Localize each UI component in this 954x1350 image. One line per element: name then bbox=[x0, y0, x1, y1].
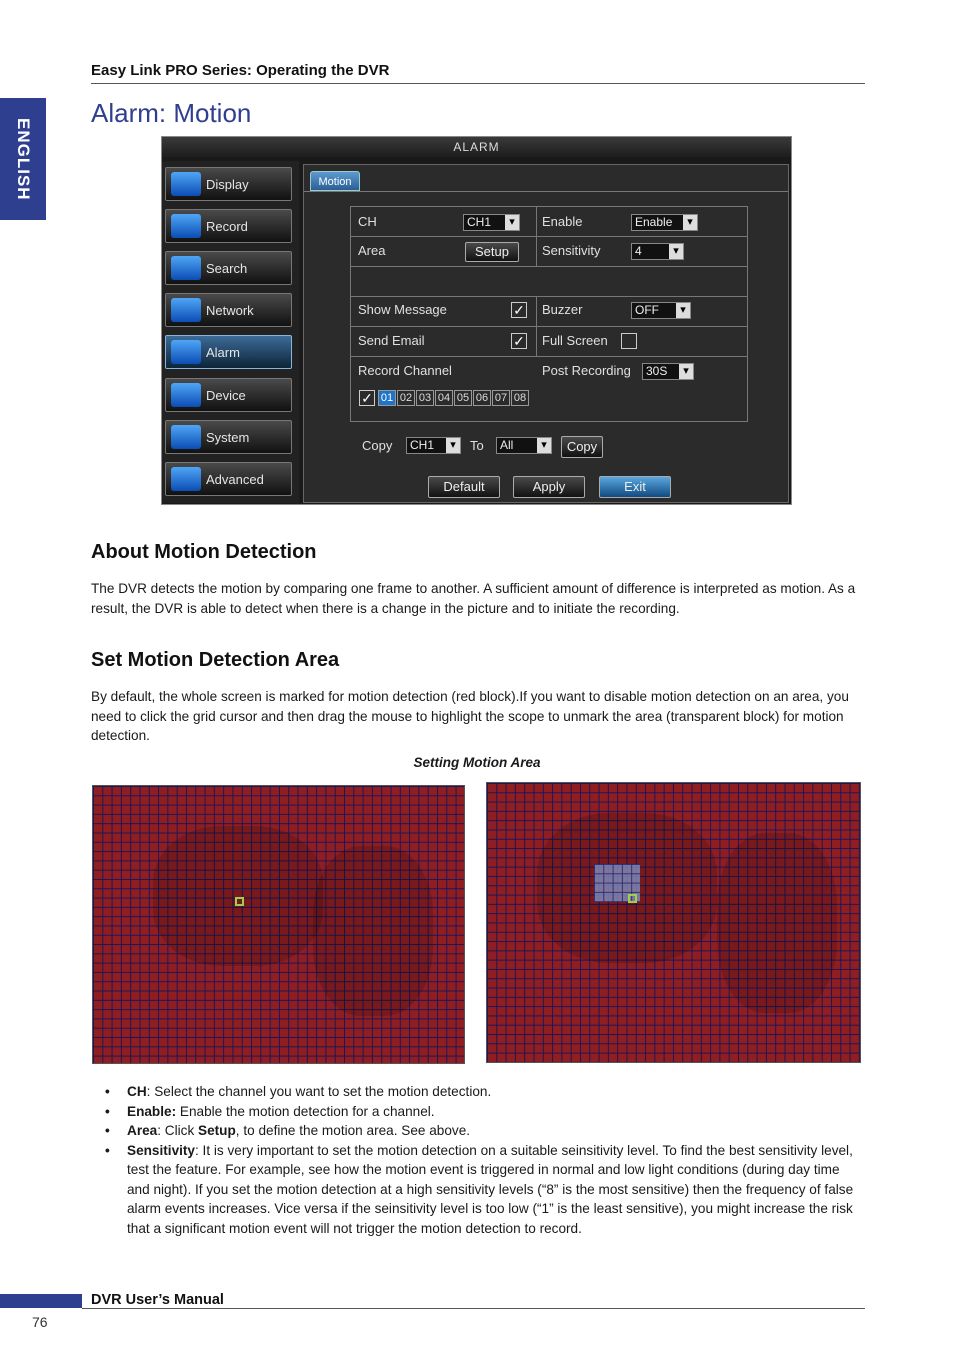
menu-label: Search bbox=[206, 261, 248, 276]
channel-04[interactable]: 04 bbox=[435, 390, 453, 406]
list-item bbox=[105, 1121, 865, 1141]
apply-button[interactable]: Apply bbox=[513, 476, 585, 498]
menu-label: Display bbox=[206, 177, 249, 192]
header-divider bbox=[91, 83, 865, 84]
setup-button[interactable]: Setup bbox=[465, 242, 519, 262]
copy-button[interactable]: Copy bbox=[561, 436, 603, 458]
channel-02[interactable]: 02 bbox=[397, 390, 415, 406]
monitor-icon bbox=[171, 172, 201, 196]
menu-alarm-button[interactable] bbox=[165, 335, 292, 369]
list-item bbox=[105, 1141, 865, 1239]
figure-caption: Setting Motion Area bbox=[413, 755, 541, 770]
footer-title: DVR User’s Manual bbox=[91, 1292, 224, 1308]
menu-record-button[interactable] bbox=[165, 209, 292, 243]
form-divider bbox=[536, 296, 537, 356]
list-item bbox=[105, 1102, 865, 1122]
language-side-tab bbox=[0, 98, 46, 220]
scene-shadow bbox=[153, 826, 323, 966]
bullet-text: : It is very important to set the motion detection on a suitable seinsitivity level. To find the best sensitivity level, test the feature. For example, see how the motion event is triggered in normal and low light conditions (during day time and night). If you set the motion detection at a high sensitivity levels (“8” is the most sensitive) then the frequency of false alarm events increases. Vice versa if the seinsitivity level is too low (“1” is the least sensitive), you might increase the risk that a significant motion event will not trigger the motion detection to record. bbox=[127, 1142, 854, 1236]
set-area-heading: Set Motion Detection Area bbox=[91, 649, 340, 671]
bullet-inline-bold: Setup bbox=[198, 1123, 236, 1138]
post-recording-label: Post Recording bbox=[542, 363, 631, 378]
ch-label: CH bbox=[358, 214, 377, 229]
form-divider bbox=[351, 326, 747, 327]
full-screen-checkbox[interactable] bbox=[621, 333, 637, 349]
running-header: Easy Link PRO Series: Operating the DVR bbox=[91, 62, 390, 79]
channel-03[interactable]: 03 bbox=[416, 390, 434, 406]
show-message-label: Show Message bbox=[358, 302, 447, 317]
menu-system-button[interactable] bbox=[165, 420, 292, 454]
form-divider bbox=[351, 356, 747, 357]
form-divider bbox=[536, 207, 537, 267]
channel-05[interactable]: 05 bbox=[454, 390, 472, 406]
channel-07[interactable]: 07 bbox=[492, 390, 510, 406]
bullet-term: Sensitivity bbox=[127, 1142, 195, 1158]
grid-cursor bbox=[235, 897, 244, 906]
menu-label: Record bbox=[206, 219, 248, 234]
menu-label: Advanced bbox=[206, 472, 264, 487]
buzzer-dropdown[interactable]: OFF ▾ bbox=[631, 302, 691, 319]
footer-divider bbox=[82, 1308, 865, 1309]
gear-icon bbox=[171, 425, 201, 449]
motion-settings-form bbox=[350, 206, 748, 422]
page-title: Alarm: Motion bbox=[91, 98, 252, 128]
wrench-icon bbox=[171, 467, 201, 491]
page-number: 76 bbox=[32, 1314, 48, 1330]
enable-dropdown[interactable]: Enable ▾ bbox=[631, 214, 698, 231]
copy-from-dropdown[interactable]: CH1 ▾ bbox=[406, 437, 461, 454]
bullet-text: : Select the channel you want to set the motion detection. bbox=[146, 1084, 492, 1099]
area-label: Area bbox=[358, 243, 386, 258]
dvr-alarm-screenshot bbox=[161, 136, 792, 505]
bullet-text: Enable the motion detection for a channel. bbox=[176, 1103, 435, 1119]
dvr-window-title: ALARM bbox=[453, 140, 500, 154]
film-icon bbox=[171, 214, 201, 238]
post-recording-dropdown[interactable]: 30S ▾ bbox=[642, 363, 694, 380]
footer-accent-bar bbox=[0, 1294, 82, 1308]
dvr-title-bar bbox=[162, 137, 791, 157]
send-email-label: Send Email bbox=[358, 333, 425, 348]
send-email-checkbox[interactable]: ✓ bbox=[511, 333, 527, 349]
menu-network-button[interactable] bbox=[165, 293, 292, 327]
menu-label: Alarm bbox=[206, 345, 240, 360]
channel-06[interactable]: 06 bbox=[473, 390, 491, 406]
motion-grid-default bbox=[92, 785, 465, 1064]
form-divider bbox=[351, 266, 747, 267]
sensitivity-dropdown[interactable]: 4 ▾ bbox=[631, 243, 684, 260]
hdd-icon bbox=[171, 383, 201, 407]
menu-device-button[interactable] bbox=[165, 378, 292, 412]
menu-label: System bbox=[206, 430, 250, 445]
record-all-channels-checkbox[interactable]: ✓ bbox=[359, 390, 375, 406]
sensitivity-label: Sensitivity bbox=[542, 243, 601, 258]
globe-icon bbox=[171, 298, 201, 322]
buzzer-label: Buzzer bbox=[542, 302, 583, 317]
motion-grid-unmarked bbox=[486, 782, 861, 1063]
channel-01[interactable]: 01 bbox=[378, 390, 396, 406]
bullet-term: Enable: bbox=[127, 1103, 177, 1119]
tab-motion[interactable]: Motion bbox=[310, 171, 360, 191]
to-label: To bbox=[470, 438, 484, 453]
grid-cursor bbox=[628, 894, 637, 903]
bullet-term: Area bbox=[127, 1123, 158, 1138]
copy-to-dropdown[interactable]: All ▾ bbox=[496, 437, 552, 454]
ch-dropdown[interactable]: CH1 ▾ bbox=[463, 214, 520, 231]
enable-label: Enable bbox=[542, 214, 583, 229]
bullet-text: : Click bbox=[157, 1123, 199, 1138]
default-button[interactable]: Default bbox=[428, 476, 500, 498]
record-channel-label: Record Channel bbox=[358, 363, 452, 378]
dvr-settings-panel bbox=[303, 164, 789, 503]
scene-shadow bbox=[313, 846, 433, 1016]
magnifier-icon bbox=[171, 256, 201, 280]
exit-button[interactable]: Exit bbox=[599, 476, 671, 498]
menu-advanced-button[interactable] bbox=[165, 462, 292, 496]
full-screen-label: Full Screen bbox=[542, 333, 608, 348]
menu-label: Network bbox=[206, 303, 254, 318]
form-divider bbox=[351, 236, 747, 237]
dvr-sidebar bbox=[162, 161, 299, 503]
menu-display-button[interactable] bbox=[165, 167, 292, 201]
bullet-text: , to define the motion area. See above. bbox=[235, 1123, 471, 1138]
form-divider bbox=[351, 296, 747, 297]
copy-label: Copy bbox=[362, 438, 393, 453]
about-paragraph: The DVR detects the motion by comparing one frame to another. A sufficient amount of difference is interpreted as motion. As a result, the DVR is able to detect when there is a change in the picture and to initiate the recording. bbox=[91, 581, 856, 616]
channel-08[interactable]: 08 bbox=[511, 390, 529, 406]
show-message-checkbox[interactable]: ✓ bbox=[511, 302, 527, 318]
bullet-term: CH bbox=[127, 1084, 147, 1099]
language-label: ENGLISH bbox=[14, 117, 33, 201]
channel-selector bbox=[378, 390, 538, 406]
menu-label: Device bbox=[206, 388, 246, 403]
tab-divider bbox=[304, 191, 788, 192]
set-area-paragraph: By default, the whole screen is marked for motion detection (red block).If you want to disable motion detection on an area, you need to click the grid cursor and then drag the mouse to highlight the scope to unmark the area (transparent block) for motion detection. bbox=[91, 689, 849, 743]
about-heading: About Motion Detection bbox=[91, 541, 317, 563]
scene-shadow bbox=[717, 833, 837, 1013]
list-item bbox=[105, 1082, 865, 1102]
field-description-list bbox=[105, 1082, 865, 1238]
menu-search-button[interactable] bbox=[165, 251, 292, 285]
siren-icon bbox=[171, 340, 201, 364]
